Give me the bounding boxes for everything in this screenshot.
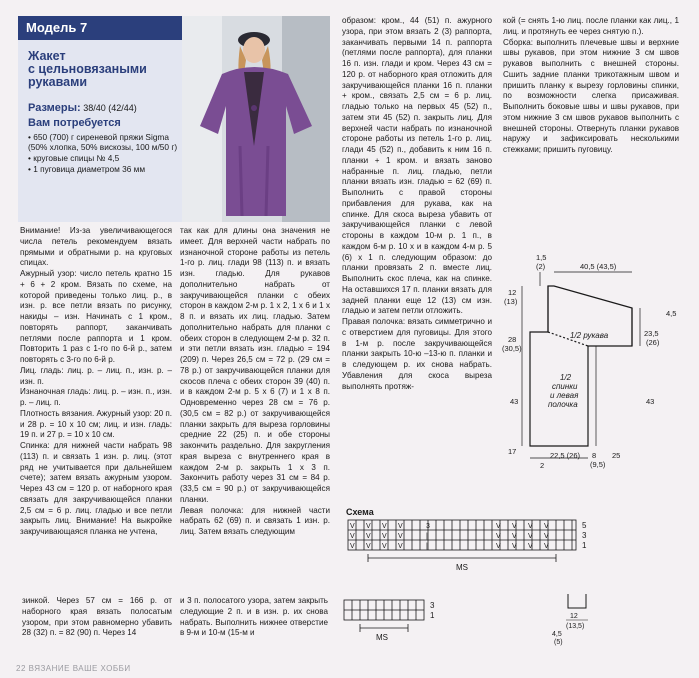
- paragraph: Ажурный узор: число петель кратно 15 + 6 + 2 кром. Вязать по схеме, на которой приведены только лиц. р., в изн. р. все петли вязать по рисунку, накиды – изн. Начинать с 1 кром., повторять раппорт, заканчивать петлями после раппорта и 1 кром. Повторить 1 раз с 1-го по 6-й р., затем повторять с 3-го по 6-й р.: [20, 269, 172, 364]
- title-line: рукавами: [28, 75, 88, 89]
- svg-text:V: V: [366, 533, 371, 540]
- row-number: 5: [582, 521, 587, 530]
- model-photo: [182, 16, 330, 222]
- svg-text:V: V: [382, 533, 387, 540]
- paragraph: Изнаночная гладь: лиц. р. – изн. п., изн. р. – лиц. п.: [20, 387, 172, 407]
- svg-text:V: V: [512, 523, 517, 530]
- svg-text:V: V: [398, 523, 403, 530]
- svg-text:V: V: [496, 533, 501, 540]
- svg-text:V: V: [382, 543, 387, 550]
- row-number: 1: [582, 541, 587, 550]
- sizes-value: 38/40 (42/44): [83, 103, 137, 113]
- paragraph: и 3 п. полосатого узора, затем закрыть следующие 2 п. и в изн. р. их снова набрать. Выполнить нижнее отверстие в 9-м и 10-м (15-м и: [180, 596, 328, 638]
- material-item: • 1 пуговица диаметром 36 мм: [28, 164, 146, 174]
- text-column-1: [20, 226, 172, 538]
- svg-text:V: V: [366, 543, 371, 550]
- svg-text:V: V: [496, 523, 501, 530]
- model-title: [28, 50, 178, 89]
- materials-list: [28, 132, 180, 175]
- paragraph: Правая полочка: вязать симметрично и с отверстием для пуговицы. Для этого в 1-м р. после закручивающейся планки закрыть 10-ю –13-ю п. планки и в следующем р. их снова набрать. Убавления для скоса выреза выполнять протяж-: [342, 317, 492, 391]
- svg-text:V: V: [544, 533, 549, 540]
- dim-label: 4,5: [666, 309, 677, 318]
- svg-text:V: V: [528, 523, 533, 530]
- stitch-chart: [346, 518, 596, 572]
- piece-label: и левая: [550, 391, 579, 400]
- ms-label: MS: [376, 633, 388, 642]
- stitch-chart-small: [342, 598, 450, 644]
- dim-label: 25: [612, 451, 621, 460]
- svg-text:V: V: [528, 543, 533, 550]
- neckline-diagram: [548, 590, 608, 646]
- svg-text:V: V: [496, 543, 501, 550]
- dim-label: 43: [510, 397, 519, 406]
- paragraph: Левая полочка: для нижней части набрать 62 (69) п. и связать 1 изн. р. лиц. Затем вязать следующим: [180, 505, 330, 536]
- svg-text:V: V: [350, 543, 355, 550]
- svg-text:|: |: [426, 543, 428, 550]
- dim-label: 43: [646, 397, 655, 406]
- svg-text:V: V: [512, 543, 517, 550]
- pattern-outline: [530, 286, 632, 446]
- text-column-4: [503, 16, 679, 156]
- row-number: 3: [582, 531, 587, 540]
- dim-label: 2: [540, 461, 545, 470]
- dim-label: 40,5 (43,5): [580, 262, 617, 271]
- svg-text:V: V: [544, 543, 549, 550]
- text-column-3: [342, 16, 492, 392]
- dim-label: 17: [508, 447, 517, 456]
- chart-marker: 3: [426, 523, 430, 530]
- paragraph: кой (= снять 1-ю лиц. после планки как лиц., 1 лиц. и протянуть ее через снятую п.).: [503, 16, 679, 36]
- paragraph: Сборка: выполнить плечевые швы и верхние швы рукавов, при этом нижние 3 см швов рукавов выполнить с внешней стороны. Сшить задние планки трикотажным швом и пришить планку к вырезу горловины спинки, по возможности слегка присаживая. Выполнить боковые швы и швы рукавов, при этом нижние 3 см швов рукавов выполнить с внешней стороны. Отвернуть планки рукавов наружу и зафиксировать несколькими стежками; пришить пуговицу.: [503, 37, 679, 154]
- paragraph: зинкой. Через 57 см = 166 р. от наборного края вязать полосатым узором, при этом равномерно убавить 28 (32) п. = 82 (90) п. Через 14: [22, 596, 172, 638]
- piece-label: полочка: [548, 400, 578, 409]
- paragraph: Внимание! Из-за увеличивающегося числа петель рекомендуем вязать прямыми и обратными р. на круговых спицах.: [20, 226, 172, 268]
- paragraph: образом: кром., 44 (51) п. ажурного узора, при этом вязать 2 (3) раппорта, заканчивать первыми 14 п. раппорта (петлями после раппорта), для планки 16 п. изн. глади и кром. Через 43 см = 120 р. от наборного края отложить для закручивающейся планки 16 п. планки + кром., связать 2,5 см = 6 р. лиц. гладью только на первых 45 (52) п., затем эти 45 (52) п. закрыть лиц. Для верхней части набрать по изнаночной стороне работы из петель 1-го р. лиц. глади 45 (52) п., добавить к ним 16 п. планки + 1 кром. и вязать заново набранные п. лиц. гладью, петли планки вязать изн. гладью = 62 (69) п. Выполнить с правой стороны прибавления для рукава, как на спинке. Для скоса выреза убавить от закручивающейся планки с левой стороны в каждом 10-м р. 1 п., в каждом 6-м р. 10 х и в каждом 4-м р. 5 (6) х 1 п. следующим образом: до планки провязать 2 п. вместе лиц. Выполнить скос плеча, как на спинке. На оставшихся 17 п. планки вязать для задней планки еще 12 (13) см изн. гладью и затем петли отложить.: [342, 16, 492, 316]
- svg-text:V: V: [350, 523, 355, 530]
- svg-text:V: V: [398, 533, 403, 540]
- ms-label: MS: [456, 563, 468, 572]
- dim-label: 12: [508, 288, 517, 297]
- dim-label: 4,5: [552, 631, 562, 638]
- title-line: Жакет: [28, 49, 66, 63]
- svg-text:V: V: [398, 543, 403, 550]
- dim-label: 12: [570, 613, 578, 620]
- paragraph: Плотность вязания. Ажурный узор: 20 п. и 28 р. = 10 х 10 см; лиц. и изн. гладь: 19 п. и 27 р. = 10 х 10 см.: [20, 408, 172, 440]
- bottom-text-2: [180, 596, 328, 639]
- dim-label: (30,5): [502, 344, 522, 353]
- paragraph: так как для длины она значения не имеет. Для верхней части набрать по изнаночной стороне работы из петель 1-го р. лиц. глади 98 (113) п. и вязать изн. гладью. Для рукавов дополнительно набрать от закручивающейся планки с обеих сторон в каждом 2-м р. 1 х 2, 1 х 6 и 1 х 8 п. и вязать их лиц. гладью. Затем дополнительно набрать для планки с обеих сторон в следующем 2-м р. 32 п. и эти петли вязать изн. гладью = 194 (209) п. Через 26,5 см = 72 р. (29 см = 78 р.) от закручивающейся планки для скосов плеча с обеих сторон 39 (40) п. и в каждом 2-м р. 5 х 6 (7) и 1 х 8 п. Одновременно через 28 см = 76 р. (30,5 см = 82 р.) от закручивающейся планки закрыть для выреза горловины средние 22 (25) п. и обе стороны закончить раздельно. Для закругления края выреза с внутреннего края в каждом 2-м р. закрыть 1 х 3 п. Закончить работу через 31 см = 84 р. (33,5 см = 90 р.) от закручивающейся планки.: [180, 226, 330, 504]
- dim-label: 8: [592, 451, 597, 460]
- paragraph: Спинка: для нижней части набрать 98 (113) п. и связать 1 изн. р. лиц. (этот ряд не учитывается при дальнейшем счете); затем вязать ажурным узором. Через 43 см = 120 р. от наборного края связать для закручивающейся планки 2,5 см = 6 р. лиц. гладью и все петли закрыть лиц. Внимание! На выкройке закручивающаяся планка не учтена,: [20, 441, 172, 536]
- title-line: с цельновязаными: [28, 62, 147, 76]
- piece-label: 1/2: [560, 373, 572, 382]
- dim-label: (13,5): [566, 623, 585, 630]
- piece-label: спинки: [552, 382, 578, 391]
- dim-label: (5): [554, 639, 563, 646]
- paragraph: Лиц. гладь: лиц. р. – лиц. п., изн. р. – изн. п.: [20, 365, 172, 386]
- row-number: 3: [430, 601, 435, 610]
- dim-label: (2): [536, 262, 546, 271]
- photo-illustration: [182, 16, 330, 222]
- material-item: • круговые спицы № 4,5: [28, 153, 120, 163]
- model-number: Модель 7: [18, 16, 182, 40]
- schema-title: Схема: [346, 507, 374, 517]
- svg-text:V: V: [512, 533, 517, 540]
- sizes: [28, 102, 178, 114]
- svg-text:V: V: [382, 523, 387, 530]
- neckline-outline: [568, 594, 586, 608]
- svg-text:V: V: [544, 523, 549, 530]
- bottom-text-1: [22, 596, 172, 639]
- dim-label: (13): [504, 297, 518, 306]
- svg-text:V: V: [350, 533, 355, 540]
- dim-label: (26): [646, 338, 660, 347]
- materials-heading: Вам потребуется: [28, 117, 121, 129]
- dim-label: 1,5: [536, 253, 547, 262]
- dim-label: 28: [508, 335, 517, 344]
- dim-label: 22,5 (26): [550, 451, 581, 460]
- dim-label: 23,5: [644, 329, 659, 338]
- model-header: [18, 16, 182, 222]
- material-item: • 650 (700) г сиреневой пряжи Sigma (50% хлопка, 50% вискозы, 100 м/50 г): [28, 132, 178, 152]
- pattern-diagram: [500, 250, 690, 480]
- row-number: 1: [430, 611, 435, 620]
- svg-text:V: V: [366, 523, 371, 530]
- svg-text:V: V: [528, 533, 533, 540]
- dim-label: (9,5): [590, 460, 606, 469]
- chart-columns: [356, 520, 572, 550]
- piece-label: 1/2 рукава: [570, 331, 609, 340]
- text-column-2: [180, 226, 330, 538]
- svg-text:|: |: [426, 533, 428, 540]
- sizes-label: Размеры:: [28, 102, 81, 114]
- page-footer: 22 ВЯЗАНИЕ ВАШЕ ХОББИ: [16, 664, 131, 673]
